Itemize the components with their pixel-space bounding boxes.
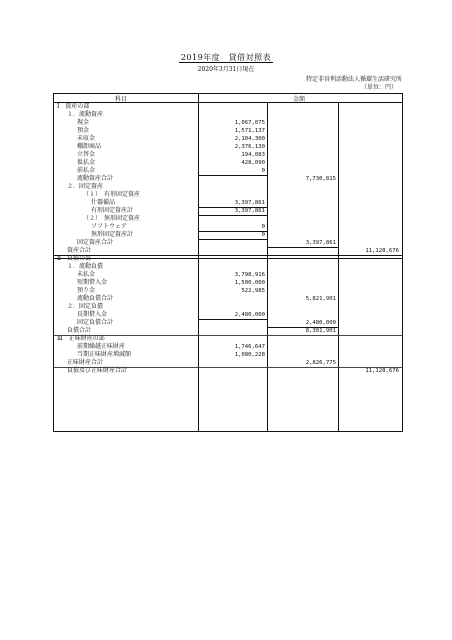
table-row	[53, 271, 403, 279]
subtotal-rule	[199, 215, 267, 216]
table-row	[53, 175, 403, 183]
row-label: 有形固定資産計	[91, 207, 134, 214]
row-label: ２．固定負債	[67, 303, 104, 310]
table-row	[53, 287, 403, 295]
amount-c1: 428,090	[241, 160, 265, 166]
amount-header: 金額	[293, 96, 306, 103]
table-bottom-border	[53, 431, 403, 432]
organization-name: 特定非営利活動法人循環生活研究所	[305, 76, 402, 83]
table-row	[53, 239, 403, 247]
table-row	[53, 127, 403, 135]
table-row	[53, 263, 403, 271]
subtotal-rule	[199, 231, 267, 232]
amount-c1: 1,571,137	[234, 128, 265, 134]
row-label: 流動資産合計	[77, 175, 114, 182]
row-label: 負債合計	[67, 327, 92, 334]
amount-c1: 2,376,130	[234, 144, 265, 150]
amount-c1: 3,397,861	[234, 208, 265, 214]
subject-header: 科目	[115, 96, 128, 103]
subtotal-rule	[199, 239, 267, 240]
table-row	[53, 295, 403, 303]
amount-c2: 8,301,901	[305, 328, 336, 334]
row-label: 預金	[77, 127, 90, 134]
table-row	[53, 143, 403, 151]
row-label: （２） 無形固定資産	[83, 215, 141, 222]
amount-c1: 1,067,075	[234, 120, 265, 126]
amount-c1: 0	[261, 224, 265, 230]
amount-c1: 0	[261, 232, 265, 238]
row-label: 未払金	[77, 271, 96, 278]
table-row	[53, 351, 403, 359]
table-row	[53, 367, 403, 375]
row-label: 当期正味財産増減額	[77, 351, 132, 358]
row-label: 未収金	[77, 135, 96, 142]
subtotal-rule	[268, 327, 338, 328]
table-top-border	[53, 93, 403, 94]
table-row	[53, 279, 403, 287]
row-label: 負債及び正味財産合計	[67, 367, 128, 374]
amount-c1: 0	[261, 168, 265, 174]
table-row	[53, 319, 403, 327]
row-label: 立替金	[77, 151, 96, 158]
table-row	[53, 103, 403, 111]
amount-c3: 11,128,676	[365, 368, 399, 374]
row-label: （１） 有形固定資産	[83, 191, 141, 198]
table-row	[53, 335, 403, 343]
row-label: 短期借入金	[77, 279, 108, 286]
row-label: 流動負債合計	[77, 295, 114, 302]
subtotal-rule	[199, 207, 267, 208]
row-label: １．流動負債	[67, 263, 104, 270]
amount-c1: 3,798,916	[234, 272, 265, 278]
row-label: 棚卸商品	[77, 143, 102, 150]
table-row	[53, 159, 403, 167]
row-label: 現金	[77, 119, 90, 126]
currency-unit: （単位：円）	[360, 84, 397, 91]
row-label: 正味財産合計	[67, 359, 104, 366]
subtotal-rule	[199, 319, 267, 320]
table-row	[53, 343, 403, 351]
section-separator	[53, 367, 403, 368]
row-label: ソフトウェア	[91, 223, 127, 230]
amount-c1: 1,500,000	[234, 280, 265, 286]
section-separator	[53, 335, 403, 336]
row-label: Ⅲ 正味財産の部	[57, 335, 105, 342]
table-row	[53, 151, 403, 159]
table-row	[53, 191, 403, 199]
amount-c1: 194,083	[241, 152, 265, 158]
amount-c2: 2,480,000	[305, 320, 336, 326]
row-label: Ⅰ 資産の部	[57, 103, 90, 110]
row-label: 前払金	[77, 167, 96, 174]
amount-c1: 522,985	[241, 288, 265, 294]
amount-c1: 2,480,000	[234, 312, 265, 318]
amount-c2: 5,821,901	[305, 296, 336, 302]
amount-c1: 1,746,647	[234, 344, 265, 350]
balance-sheet-table	[53, 93, 403, 433]
amount-c3: 11,128,676	[365, 248, 399, 254]
row-label: 無形固定資産計	[91, 231, 134, 238]
amount-c2: 2,826,775	[305, 360, 336, 366]
subtotal-rule	[268, 247, 338, 248]
row-label: Ⅱ 負債の部	[57, 255, 92, 262]
amount-c1: 3,397,861	[234, 200, 265, 206]
table-row	[53, 119, 403, 127]
row-label: 仮払金	[77, 159, 96, 166]
row-label: 前期繰越正味財産	[77, 343, 126, 350]
row-label: 固定資産合計	[77, 239, 114, 246]
table-row	[53, 215, 403, 223]
table-row	[53, 135, 403, 143]
amount-c1: 1,080,228	[234, 352, 265, 358]
table-row	[53, 111, 403, 119]
row-label: 什器備品	[91, 199, 116, 206]
row-label: 預り金	[77, 287, 96, 294]
table-row	[53, 183, 403, 191]
row-label: 長期借入金	[77, 311, 108, 318]
subtotal-rule	[199, 175, 267, 176]
document-title: 2019年度 貸借対照表	[180, 53, 272, 62]
report-date: 2020年3月31日現在	[197, 66, 255, 73]
amount-c1: 2,104,300	[234, 136, 265, 142]
row-label: 固定負債合計	[77, 319, 114, 326]
amount-c2: 3,397,861	[305, 240, 336, 246]
amount-c2: 7,730,815	[305, 176, 336, 182]
row-label: 資産合計	[67, 247, 92, 254]
row-label: １．流動資産	[67, 111, 104, 118]
table-row	[53, 303, 403, 311]
section-separator	[53, 255, 403, 259]
row-label: ２．固定資産	[67, 183, 104, 190]
